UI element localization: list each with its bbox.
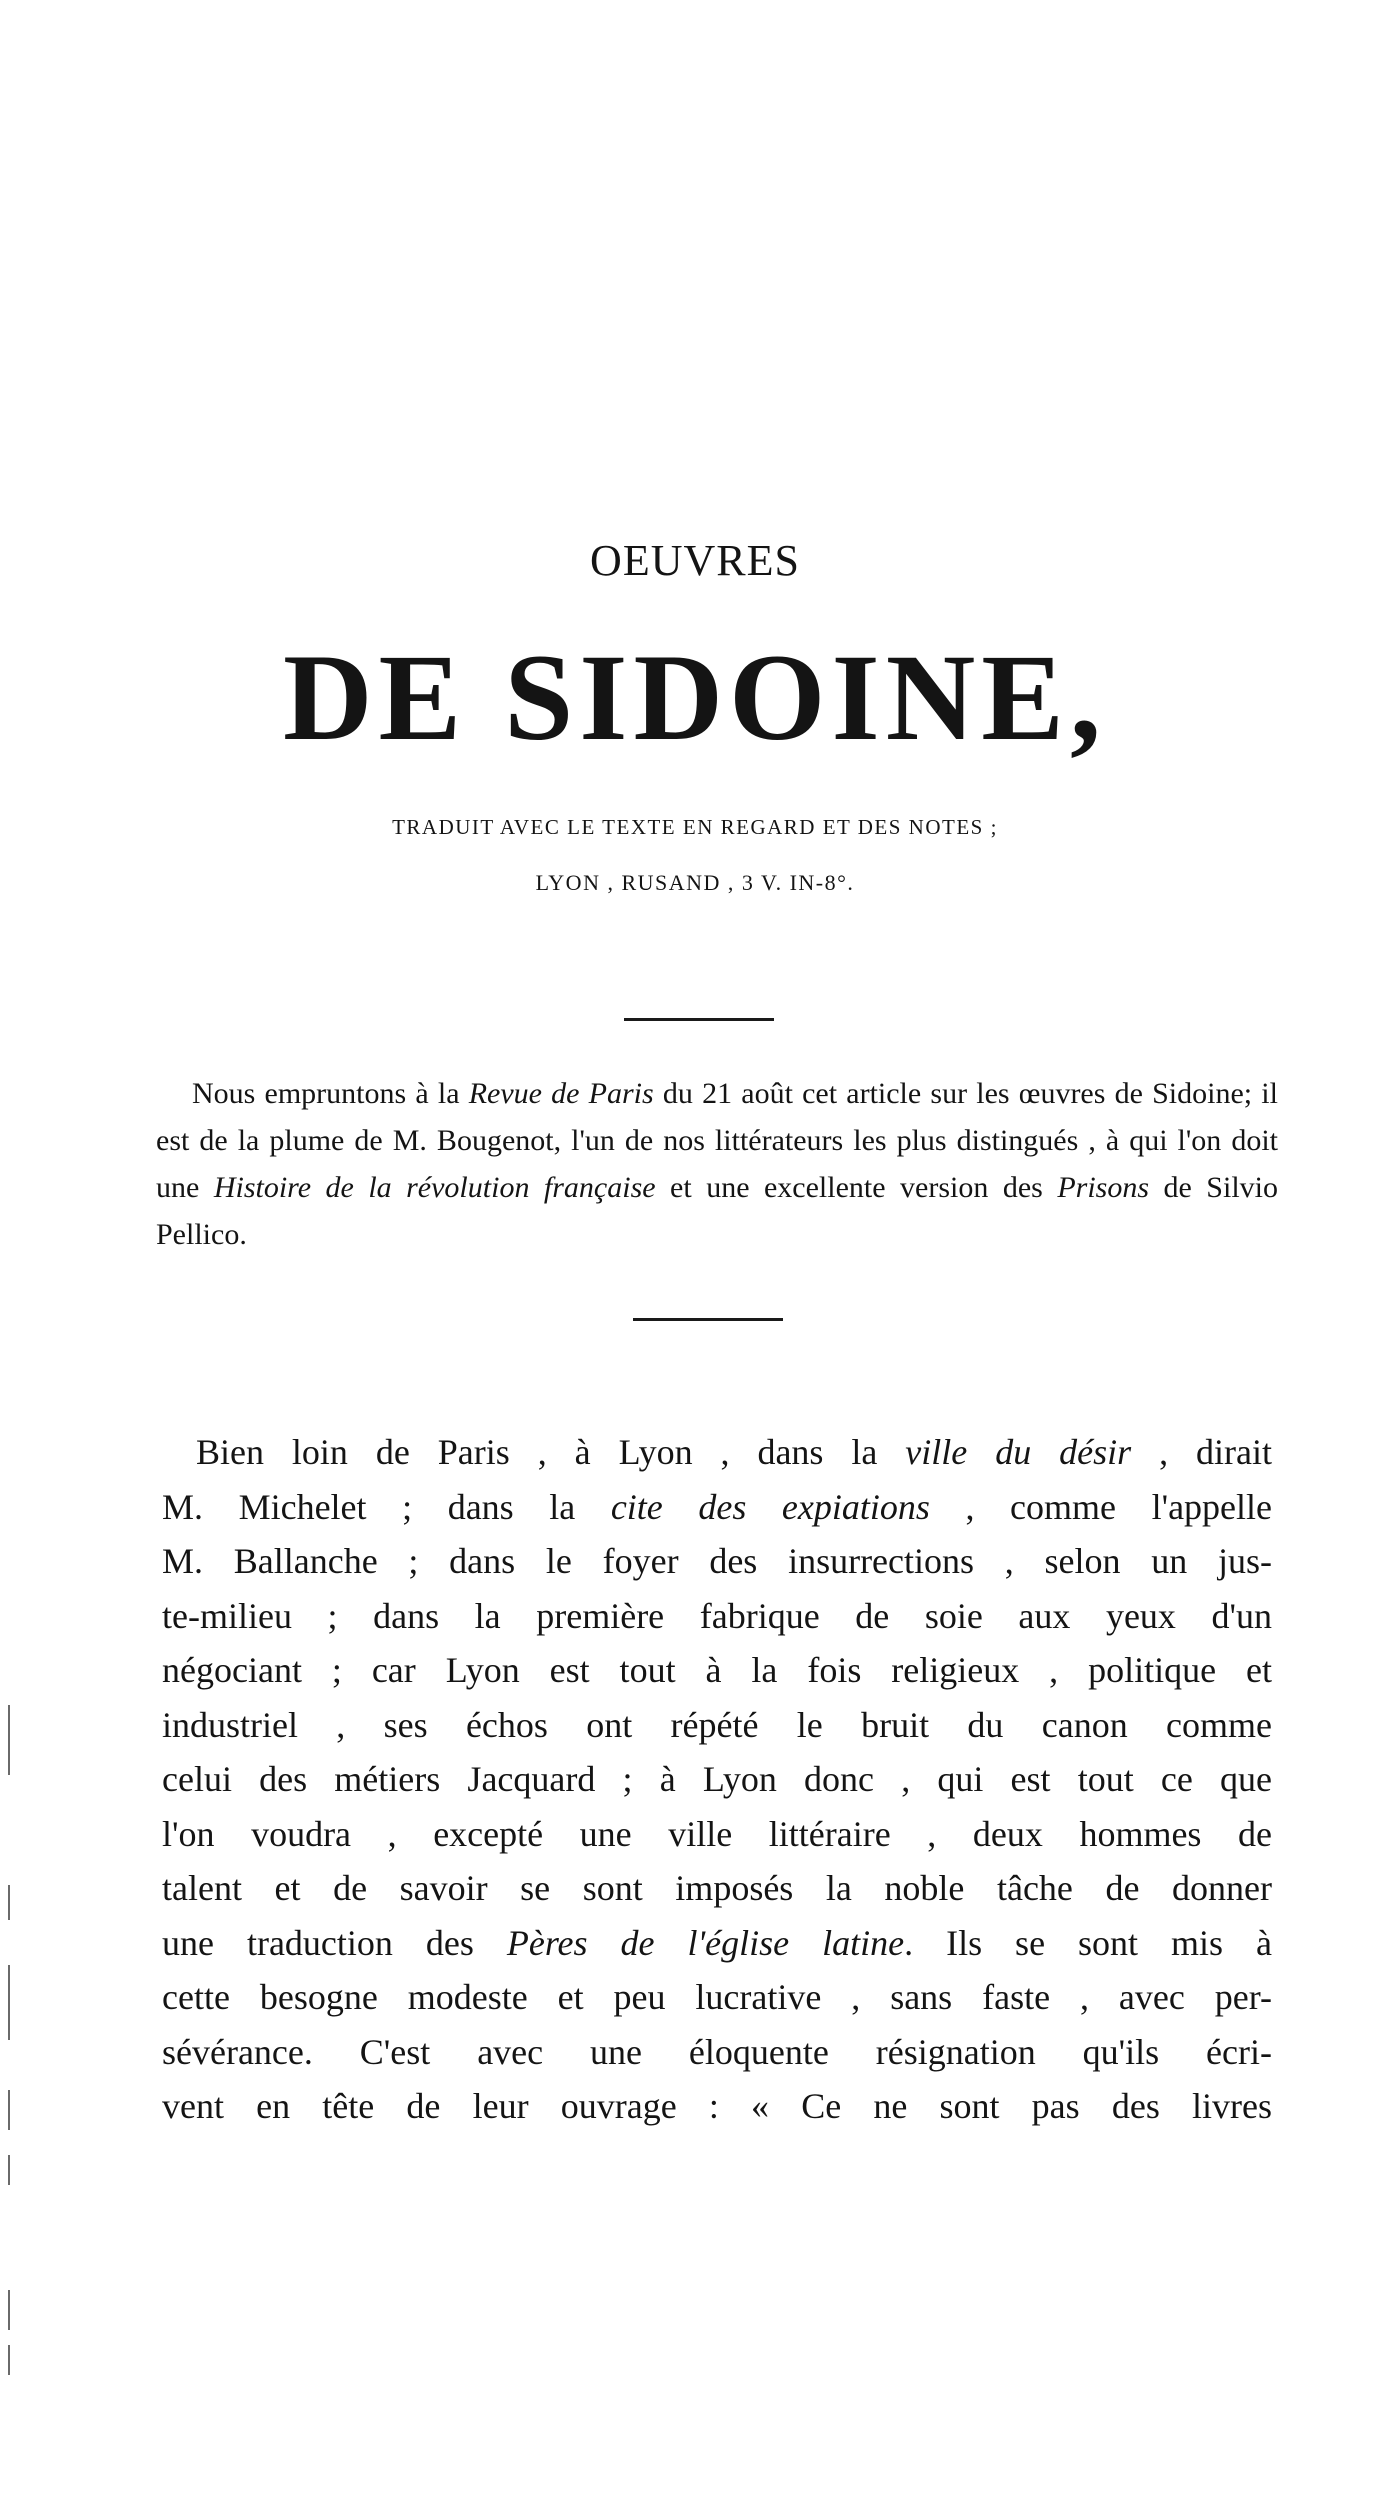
article-body: [162, 1425, 1272, 2134]
scan-margin-mark: [8, 1885, 10, 1920]
scan-margin-mark: [8, 2090, 10, 2130]
body-line: sévérance. C'est avec une éloquente résignation qu'ils écri-: [162, 2031, 1272, 2072]
body-italic-ville: ville du désir: [905, 1432, 1132, 1472]
note-italic-revue: Revue de Paris: [468, 1077, 654, 1110]
note-text-2: du 21 août cet article sur les œuvres de Sidoine; il est de la plume de M. Bougenot, l'un de nos littérateurs les plus distingués , à qui l'on doit une: [156, 1077, 1278, 1204]
divider-rule-bottom: [633, 1318, 783, 1321]
scan-margin-mark: [8, 2290, 10, 2330]
note-italic-prisons: Prisons: [1057, 1171, 1150, 1204]
body-line: industriel , ses échos ont répété le bruit du canon comme: [162, 1704, 1272, 1745]
body-text-segment: , comme l'appelle: [929, 1486, 1273, 1527]
scan-margin-mark: [8, 1705, 10, 1775]
body-line: vent en tête de leur ouvrage : « Ce ne sont pas des livres: [162, 2086, 1272, 2126]
title-oeuvres: OEUVRES: [590, 536, 800, 585]
body-line: M. Ballanche ; dans le foyer des insurrections , selon un jus-: [162, 1541, 1272, 1581]
subtitle-translation: TRADUIT AVEC LE TEXTE EN REGARD ET DES NOTES ;: [392, 815, 998, 839]
scan-margin-mark: [8, 2345, 10, 2375]
body-line: talent et de savoir se sont imposés la noble tâche de donner: [162, 1868, 1272, 1908]
divider-rule-top: [624, 1018, 774, 1021]
body-line: [162, 1916, 1272, 1971]
title-de-sidoine: DE SIDOINE,: [283, 629, 1107, 766]
note-text-3: et une excellente version des: [655, 1171, 1058, 1204]
note-italic-histoire: Histoire de la révolution française: [213, 1171, 656, 1204]
body-text-segment: , dirait: [1131, 1432, 1272, 1472]
editorial-note: [156, 1070, 1278, 1258]
subtitle-publisher: LYON , RUSAND , 3 V. IN-8°.: [535, 870, 855, 895]
scan-margin-mark: [8, 2155, 10, 2185]
body-text-segment: Bien loin de Paris , à Lyon , dans la: [196, 1432, 906, 1472]
body-line: l'on voudra , excepté une ville littéraire , deux hommes de: [162, 1813, 1272, 1854]
body-line: cette besogne modeste et peu lucrative , sans faste , avec per-: [162, 1977, 1272, 2017]
body-text-segment: M. Michelet ; dans la: [162, 1486, 611, 1527]
body-line: [162, 1425, 1272, 1480]
body-line: [162, 1480, 1272, 1535]
note-text-4: de Silvio Pellico.: [156, 1171, 1278, 1251]
body-text-segment: une traduction des: [162, 1922, 507, 1963]
body-line: te-milieu ; dans la première fabrique de soie aux yeux d'un: [162, 1595, 1272, 1636]
body-line: celui des métiers Jacquard ; à Lyon donc , qui est tout ce que: [162, 1759, 1272, 1799]
scan-margin-mark: [8, 1965, 10, 2040]
note-text-1: Nous empruntons à la: [192, 1077, 469, 1110]
body-line: négociant ; car Lyon est tout à la fois religieux , politique et: [162, 1650, 1272, 1690]
body-text-segment: . Ils se sont mis à: [904, 1922, 1273, 1963]
body-italic-cite: cite des expiations: [610, 1486, 930, 1527]
note-paragraph: [156, 1070, 1278, 1258]
body-italic-peres: Pères de l'église latine: [506, 1922, 905, 1963]
